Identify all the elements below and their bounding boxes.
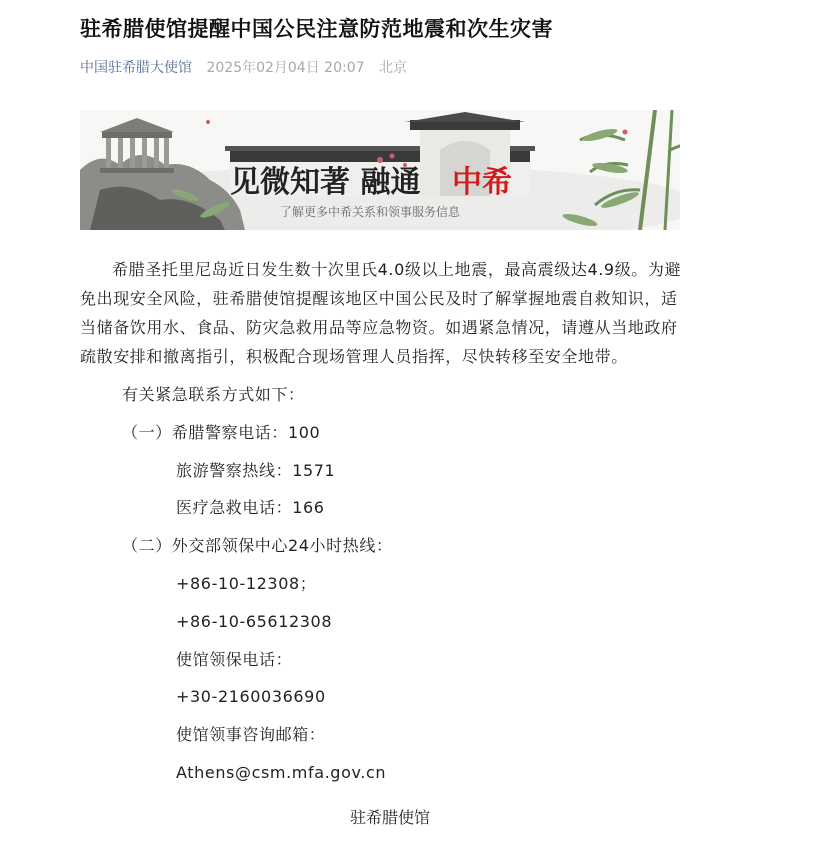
contact-line: 医疗急救电话：166 [176,498,325,517]
hotline-number[interactable]: +86-10-12308； [176,574,317,593]
signature: 驻希腊使馆 [350,808,431,827]
account-name-link[interactable]: 中国驻希腊大使馆 [80,60,192,76]
article-banner-image [80,110,680,230]
embassy-email[interactable]: Athens@csm.mfa.gov.cn [176,763,387,782]
section2-heading: （二）外交部领保中心24小时热线： [122,536,393,555]
section1-heading: （一）希腊警察电话：100 [122,423,321,442]
contact-line: 旅游警察热线：1571 [176,461,336,480]
hotline-number[interactable]: +86-10-65612308 [176,612,333,631]
embassy-phone-label: 使馆领保电话： [176,650,293,669]
publish-date: 2025年02月04日 20:07 [206,60,365,76]
article-title: 驻希腊使馆提醒中国公民注意防范地震和次生灾害 [80,17,553,41]
embassy-email-label: 使馆领事咨询邮箱： [176,725,326,744]
publish-location: 北京 [378,60,407,76]
article-meta [80,58,407,78]
contacts-intro: 有关紧急联系方式如下： [122,385,305,404]
banner-slogan-accent: 中希 [452,165,512,200]
main-paragraph: 希腊圣托里尼岛近日发生数十次里氏4.0级以上地震，最高震级达4.9级。为避免出现安全风险，驻希腊使馆提醒该地区中国公民及时了解掌握地震自救知识，适当储备饮用水、食品、防灾急救用品等应急物资。如遇紧急情况，请遵从当地政府疏散安排和撤离指引，积极配合现场管理人员指挥，尽快转移至安全地带。 [80,260,682,366]
banner-slogan: 见微知著 融通 [230,165,421,200]
banner-tagline: 了解更多中希关系和领事服务信息 [280,205,461,219]
embassy-phone-number[interactable]: +30-2160036690 [176,687,326,706]
